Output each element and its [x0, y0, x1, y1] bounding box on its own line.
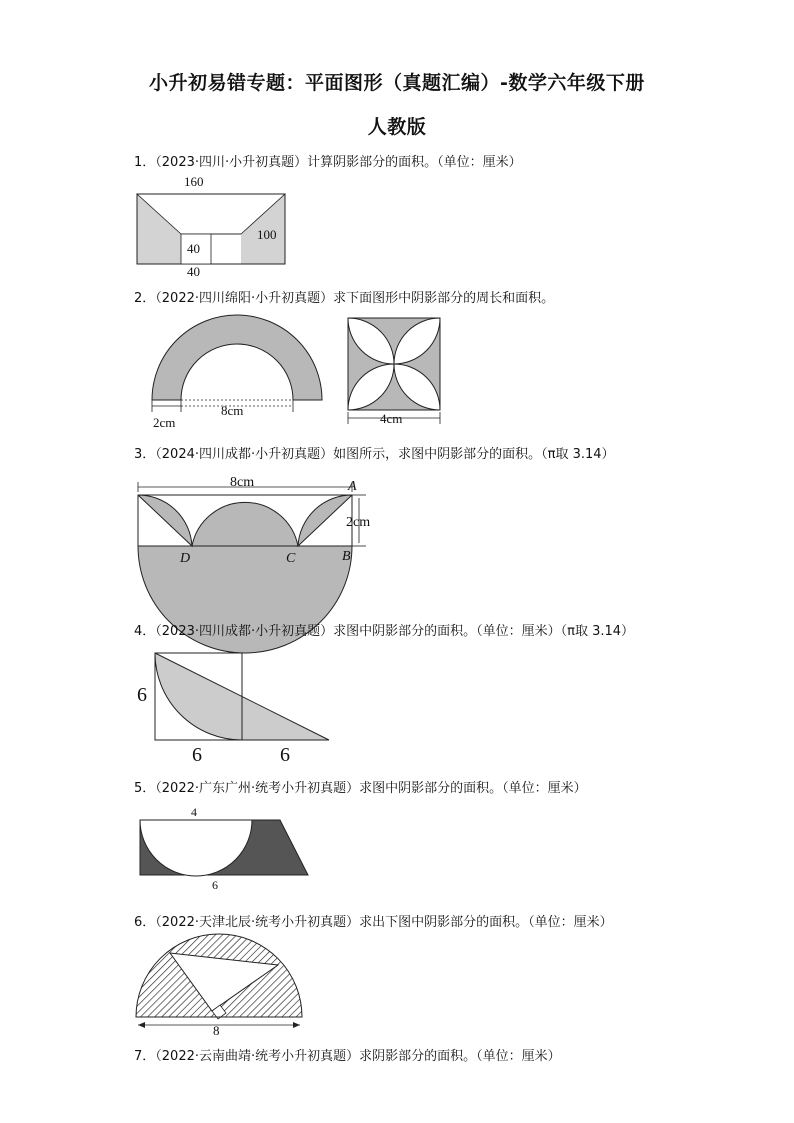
q1-label-top: 160 — [184, 174, 204, 189]
q1-label-right: 100 — [257, 227, 277, 242]
q2-label-inner: 8cm — [221, 403, 244, 418]
page-title: 小升初易错专题：平面图形（真题汇编）-数学六年级下册 — [149, 72, 645, 94]
q4-label-bottom-right: 6 — [280, 744, 290, 766]
question-7-text: 7．（2022·云南曲靖·统考小升初真题）求阴影部分的面积。（单位：厘米） — [134, 1049, 561, 1064]
q1-label-bottom: 40 — [187, 264, 200, 279]
q2-label-square: 4cm — [380, 411, 403, 426]
q4-label-left: 6 — [137, 684, 147, 706]
question-3-text: 3．（2024·四川成都·小升初真题）如图所示，求图中阴影部分的面积。（π取 3.14） — [134, 447, 615, 462]
q5-label-top: 4 — [191, 805, 197, 819]
question-2-figure-arch — [145, 310, 335, 432]
q3-label-top: 8cm — [230, 475, 255, 490]
q3-label-height: 2cm — [346, 515, 371, 530]
question-2-figure-square — [340, 312, 450, 427]
question-2-text: 2．（2022·四川绵阳·小升初真题）求下面图形中阴影部分的周长和面积。 — [134, 291, 555, 306]
q3-label-A: A — [348, 479, 357, 494]
q5-label-bottom: 6 — [212, 878, 218, 892]
question-4-figure — [130, 645, 340, 770]
q3-label-B: B — [342, 549, 351, 564]
question-6-text: 6．（2022·天津北辰·统考小升初真题）求出下图中阴影部分的面积。（单位：厘米） — [134, 915, 613, 930]
question-4-text: 4．（2023·四川成都·小升初真题）求图中阴影部分的面积。（单位：厘米）（π取 3.14） — [134, 624, 635, 639]
q4-shaded-quarter — [155, 653, 242, 740]
page-subtitle: 人教版 — [367, 116, 427, 138]
question-5-text: 5．（2022·广东广州·统考小升初真题）求图中阴影部分的面积。（单位：厘米） — [134, 781, 587, 796]
q2-shaded-ring — [152, 315, 322, 400]
question-1-figure — [130, 170, 300, 280]
question-6-figure — [130, 935, 310, 1040]
q3-small-semicircles — [138, 495, 352, 546]
question-1-text: 1．（2023·四川·小升初真题）计算阴影部分的面积。（单位：厘米） — [134, 155, 522, 170]
q2-label-width: 2cm — [153, 415, 176, 430]
q3-label-C: C — [286, 551, 296, 566]
q4-label-bottom-left: 6 — [192, 744, 202, 766]
q3-label-D: D — [180, 551, 191, 566]
question-3-figure — [130, 470, 390, 600]
question-5-figure — [130, 805, 320, 895]
q6-label-bottom: 8 — [213, 1023, 220, 1038]
q1-label-inner: 40 — [187, 241, 200, 256]
